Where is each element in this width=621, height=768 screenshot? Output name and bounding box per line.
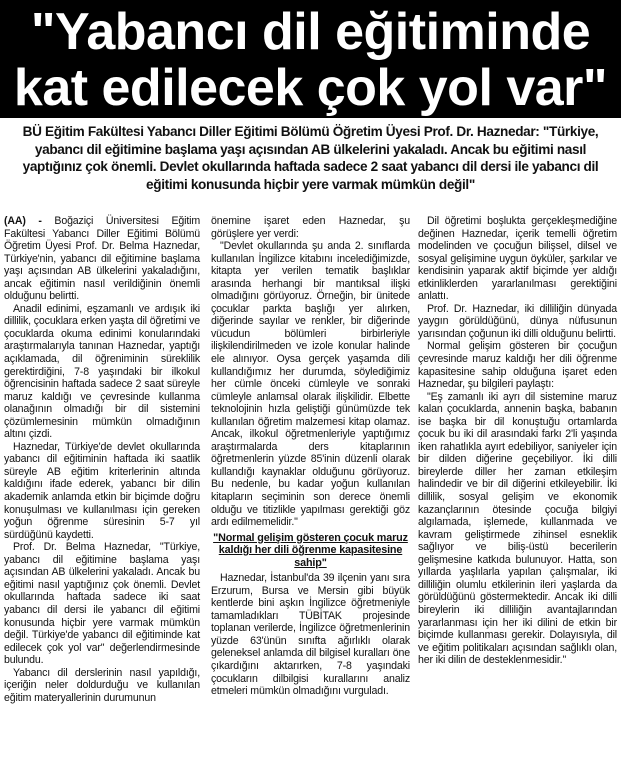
headline-line-2: kat edilecek çok yol var" bbox=[13, 59, 608, 117]
article-paragraph: Haznedar, İstanbul'da 39 ilçenin yanı sıra Erzurum, Bursa ve Mersin gibi büyük kentlerde bini aşkın İngilizce öğretmeniyle tamamladıkları TÜBİTAK projesinde toplanan verilerde, İngilizce öğretmenlerinin yüzde 63'ünün sınıfta ağırlıklı olarak geleneksel anlamda dil bilgisel kuralları öne çıkardığını aktarırken, 7-8 yaşındaki çocukların dilbilgisi kurallarını analiz etmeleri mümkün olmadığını vurguladı. bbox=[211, 572, 410, 698]
article-paragraph: "Eş zamanlı iki ayrı dil sistemine maruz kalan çocuklarda, annenin başka, babanın ise başka bir dil konuştuğu ortamlarda çocuk bu iki dil arasındaki farkı 2'li yaşında iken rahatlıkla ayırt edebiliyor, saniyeler için bir dilden diğerine geçebiliyor. İki dilli bireylerde diller her zaman etkileşim halindedir ve bir dil diğerini etkileyebilir. İki dillilik, sosyal gelişim ve ekonomik kazançlarının ötesinde çocuğa bilgiyi algılamada, işlemede, kullanmada ve kavram geliştirmede zihinsel esneklik sağlıyor ve biliş-üstü becerilerin gelişmesine katkıda bulunuyor. Hatta, son yıllarda yaşlılarla yapılan çalışmalar, iki dilliliğin olumlu etkilerinin ileri yaşlarda da görüldüğünü göstermektedir. Ancak iki dilli bireylerin iki dilliliğin avantajlarından yararlanması için her iki dilini de etkin bir biçimde kullanması gerekir. Dolayısıyla, dil ve eğitim politikaları açısından sağlıklı olan, her iki dilin de desteklenmesidir." bbox=[418, 390, 617, 667]
article-paragraph: Dil öğretimi boşlukta gerçekleşmediğine değinen Haznedar, içerik temelli öğretim modelinden ve çocuğun bilişsel, dilsel ve sosyal gelişimine uygun öyküler, şarkılar ve kendisinin yaparak aktif biçimde yer aldığı etkinliklerden yararlanılması gerektiğini anlattı. bbox=[418, 215, 617, 303]
article-paragraph: Prof. Dr. Haznedar, iki dilliliğin dünyada yaygın görüldüğünü, dünya nüfusunun yarısından çoğunun iki dilli olduğunu belirtti. bbox=[418, 302, 617, 340]
article-paragraph: önemine işaret eden Haznedar, şu görüşlere yer verdi: bbox=[211, 215, 410, 240]
headline-line-1: "Yabancı dil eğitiminde bbox=[30, 3, 591, 61]
article-column-1 bbox=[4, 215, 200, 704]
agency-tag: (AA) - bbox=[4, 215, 42, 227]
article-paragraph: Prof. Dr. Belma Haznedar, "Türkiye, yabancı dil eğitimine başlama yaşı açısından AB ülkelerini yakaladı. Ancak bu eğitimi nasıl yaptığınız çok önemli. Devlet okullarında haftada sadece iki saat yabancı dil dersi ile yabancı dil eğitimi konusunda hiçbir yere varmak mümkün değil. Türkiye'de yabancı dil eğitiminde kat edilecek çok yol var" değerlendirmesinde bulundu. bbox=[4, 541, 200, 667]
article-paragraph: Haznedar, Türkiye'de devlet okullarında yabancı dil eğitiminin haftada iki saatlik süreyle AB eğitim kriterlerinin altında kaldığını ifade ederek, yabancı bir dilin akademik anlamda etkin bir biçimde doğru konuşulması ve kullanılması için gereken yoğun öğrenme süresinin 5-7 yıl sürdüğünü kaydetti. bbox=[4, 440, 200, 541]
article-subhead: "Normal gelişim gösteren çocuk maruz kaldığı her dili öğrenme kapasitesine sahip" bbox=[213, 531, 408, 569]
deck-attribution: BÜ Eğitim Fakültesi Yabancı Diller Eğitimi Bölümü Öğretim Üyesi Prof. Dr. Haznedar: bbox=[22, 124, 540, 139]
article-paragraph: Yabancı dil derslerinin nasıl yapıldığı, içeriğin neler doldurduğu ve kullanılan eğitim materyallerinin durumunun bbox=[4, 666, 200, 704]
deck-quote: "Türkiye, yabancı dil eğitimine başlama yaşı açısından AB ülkelerini yakaladı. Ancak bu eğitimi nasıl yaptığınız çok önemli. Devlet okullarında haftada sadece 2 saat yabancı dil dersi ile yabancı dil eğitimi konusunda hiçbir yere varmak mümkün değil" bbox=[22, 124, 599, 192]
headline-banner bbox=[0, 0, 621, 118]
article-paragraph: "Devlet okullarında şu anda 2. sınıflarda kullanılan İngilizce kitabını incelediğimizde, kitapta yer verilen tematik başlıklar arasında herhangi bir mantıksal ilişki olmadığını görüyoruz. Örneğin, bir ünitede çocuklar parkta başlığı yer alırken, diğerinde sayılar ve renkler, bir diğerinde vücudun bölümleri birbirleriyle ilişkilendirilmeden ve izole konular halinde ele alınıyor. Oysa gerçek yaşamda dili kullandığımız her durumda, söylediğimiz her cümle önceki cümleyle ve sonraki cümleyle anlamsal olarak ilişkilidir. Elbette teknolojinin hızla geliştiği günümüzde tek kullanılan öğretim malzemesi kitap olamaz. Ancak, ilkokul öğretmenleriyle yaptığımız araştırmalarda ders kitaplarının öğretmenlerin yüzde 85'inin düzenli olarak kullandığı kaynaklar olduğunu görüyoruz. Bu nedenle, bu kadar yoğun kullanılan kitapların seçiminin son derece önemli olduğu ve titizlikle yapılması gerektiği göz ardı edilmemelidir." bbox=[211, 240, 410, 529]
deck-subtitle bbox=[4, 123, 617, 193]
article-paragraph: Anadil edinimi, eşzamanlı ve ardışık iki dillilik, çocuklara erken yaşta dil öğretimi ve çocuklarda okuma edinimi konularındaki araştırmalarıyla tanınan Haznedar, yaptığı açıklamada, dil öğreniminin süreklilik gerektirdiğini, 7-8 yaşındaki bir ilkokul öğrencisinin haftada sadece 2 saat süreyle maruz kaldığı ve çevresinde kullanma olanağının olmadığı bir dil sistemini çözümlemesinin mümkün olmadığının altını çizdi. bbox=[4, 302, 200, 441]
article-paragraph: (AA) - Boğaziçi Üniversitesi Eğitim Fakültesi Yabancı Diller Eğitimi Bölümü Öğretim Üyesi Prof. Dr. Belma Haznedar, Türkiye'nin, yabancı dil eğitimine başlama yaşı açısından AB ülkelerini yakaladığını, ancak eğitimin nasıl verildiğinin önemli olduğunu belirtti. bbox=[4, 215, 200, 303]
article-column-2 bbox=[211, 215, 410, 698]
article-paragraph: Normal gelişim gösteren bir çocuğun çevresinde maruz kaldığı her dili öğrenme kapasitesine sahip olduğuna işaret eden Haznedar, şu bilgileri paylaştı: bbox=[418, 340, 617, 391]
article-column-3 bbox=[418, 215, 617, 667]
